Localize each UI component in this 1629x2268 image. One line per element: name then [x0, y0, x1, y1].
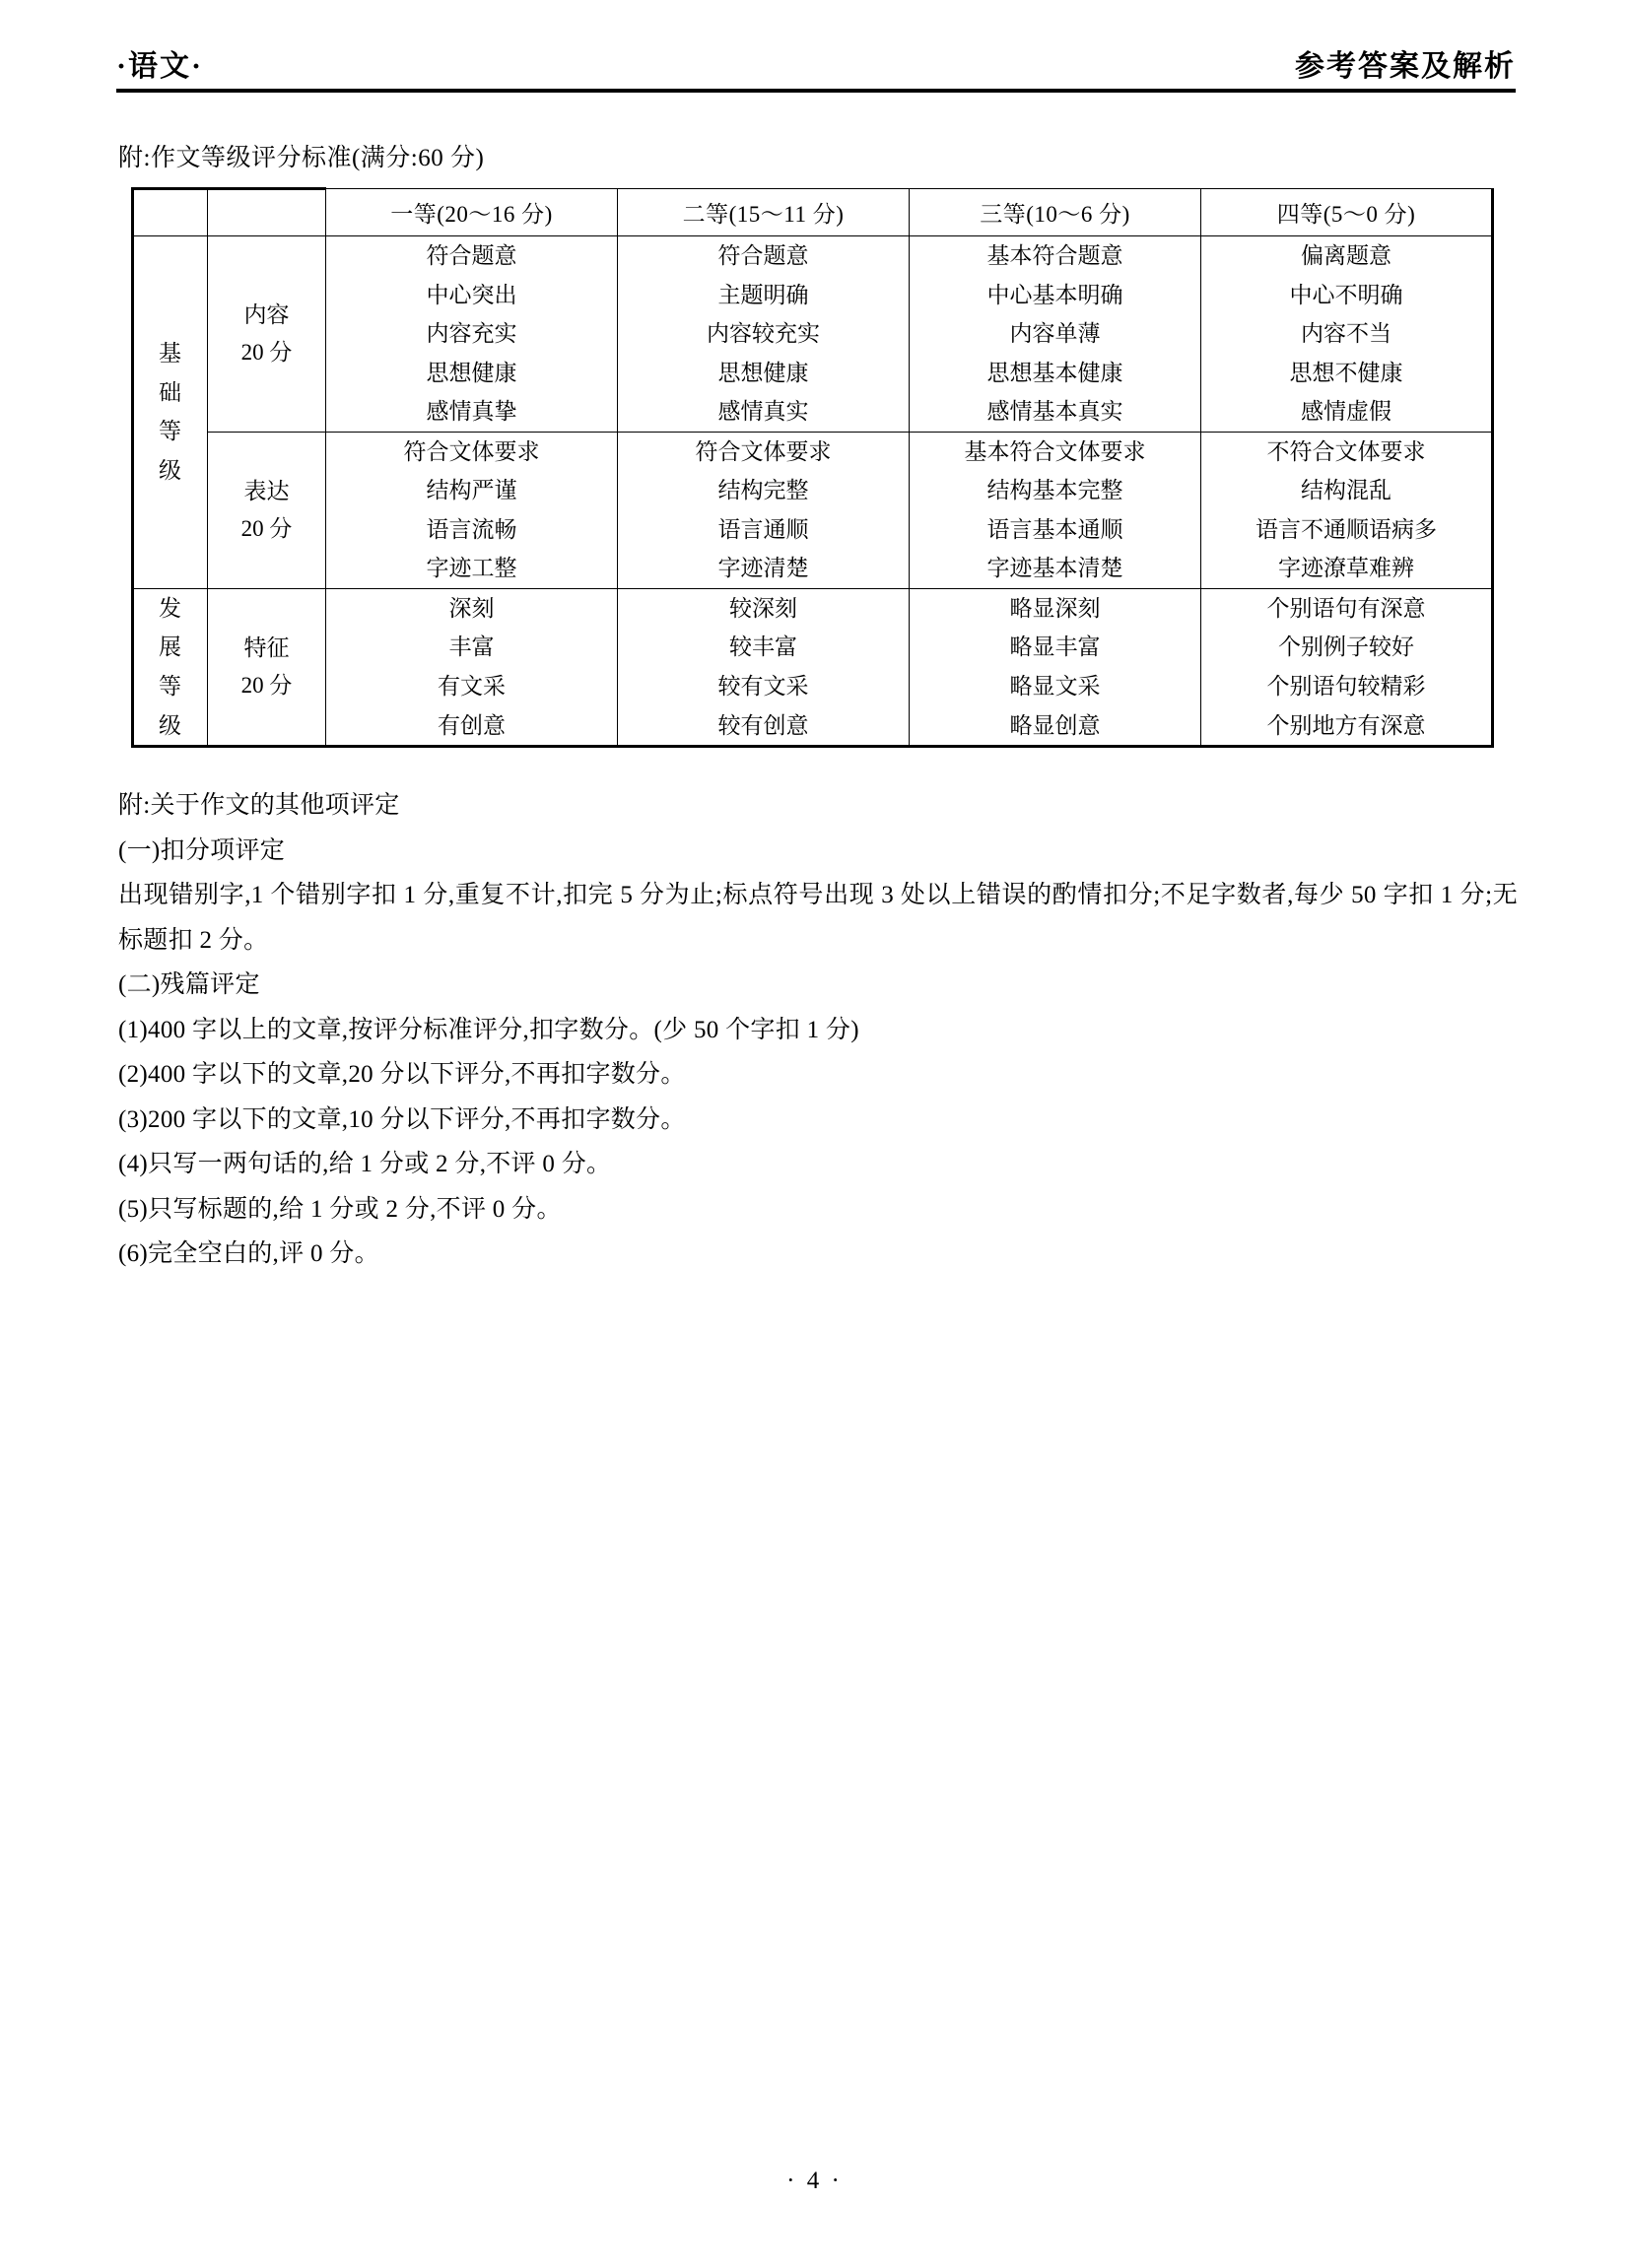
criterion-item: 有创意	[438, 712, 506, 738]
criteria-feature-grade-1	[326, 588, 618, 746]
criterion-item: 基本符合题意	[986, 243, 1123, 268]
criterion-item: 字迹基本清楚	[986, 556, 1123, 581]
criteria-feature-grade-2	[618, 588, 910, 746]
column-header-grade-2: 二等(15～11 分)	[618, 189, 910, 236]
column-header-grade-3: 三等(10～6 分)	[910, 189, 1201, 236]
criteria-expression-grade-3	[910, 432, 1201, 588]
aspect-points-content: 20 分	[240, 339, 293, 365]
criterion-item: 结构基本完整	[986, 478, 1123, 503]
notes-block	[118, 783, 1518, 1277]
criterion-item: 略显创意	[1009, 712, 1101, 738]
criterion-item: 丰富	[448, 634, 495, 660]
notes-section-two-title: (二)残篇评定	[118, 971, 260, 998]
criterion-item: 字迹清楚	[717, 556, 809, 581]
level-label-development-char-2: 展	[159, 634, 182, 660]
criterion-item: 语言通顺	[717, 516, 809, 542]
aspect-points-expression: 20 分	[240, 515, 293, 541]
notes-item-1: (1)400 字以上的文章,按评分标准评分,扣字数分。(少 50 个字扣 1 分)	[118, 1016, 859, 1043]
criterion-item: 偏离题意	[1301, 243, 1391, 268]
level-label-basic-char-3: 等	[159, 419, 182, 444]
header-subject-label: ·语文·	[116, 50, 204, 83]
criterion-item: 内容较充实	[707, 321, 820, 347]
criterion-item: 感情真实	[717, 399, 809, 425]
criterion-item: 中心不明确	[1289, 282, 1403, 307]
criterion-item: 思想基本健康	[986, 360, 1123, 385]
criterion-item: 个别语句较精彩	[1266, 674, 1426, 700]
level-label-basic-char-1: 基	[159, 341, 182, 367]
level-label-basic-char-2: 础	[159, 379, 182, 405]
aspect-points-feature: 20 分	[240, 673, 293, 699]
aspect-label-expression	[208, 432, 326, 588]
level-label-development-char-4: 级	[159, 712, 182, 738]
criterion-item: 较深刻	[729, 595, 797, 621]
criterion-item: 思想不健康	[1289, 360, 1403, 385]
criterion-item: 感情基本真实	[986, 399, 1123, 425]
criterion-item: 思想健康	[717, 360, 809, 385]
aspect-label-content	[208, 236, 326, 433]
criterion-item: 语言流畅	[426, 516, 517, 542]
column-header-grade-1: 一等(20～16 分)	[326, 189, 618, 236]
criterion-item: 有文采	[438, 674, 506, 700]
criterion-item: 字迹潦草难辨	[1278, 556, 1414, 581]
page-footer	[0, 2168, 1629, 2195]
criterion-item: 不符合文体要求	[1266, 438, 1426, 464]
notes-item-6: (6)完全空白的,评 0 分。	[118, 1240, 379, 1267]
criterion-item: 结构完整	[717, 478, 809, 503]
criteria-expression-grade-4	[1201, 432, 1493, 588]
table-row-feature	[133, 588, 1493, 746]
criteria-content-grade-2	[618, 236, 910, 433]
essay-grading-table	[131, 187, 1494, 748]
criterion-item: 感情虚假	[1301, 399, 1391, 425]
header-divider-rule	[116, 89, 1516, 93]
table-header-row	[133, 189, 1493, 236]
criterion-item: 基本符合文体要求	[964, 438, 1146, 464]
notes-item-2: (2)400 字以下的文章,20 分以下评分,不再扣字数分。	[118, 1061, 686, 1088]
notes-section-one-title: (一)扣分项评定	[118, 836, 286, 864]
criterion-item: 内容不当	[1301, 321, 1391, 347]
criterion-item: 主题明确	[717, 282, 809, 307]
criterion-item: 符合文体要求	[695, 438, 832, 464]
criteria-feature-grade-3	[910, 588, 1201, 746]
criterion-item: 感情真挚	[426, 399, 517, 425]
aspect-name-feature: 特征	[243, 635, 290, 661]
criterion-item: 内容单薄	[1009, 321, 1101, 347]
criterion-item: 较有创意	[717, 712, 809, 738]
aspect-name-expression: 表达	[243, 478, 290, 503]
aspect-name-content: 内容	[243, 301, 290, 327]
criterion-item: 中心突出	[426, 282, 517, 307]
level-label-development	[133, 588, 208, 746]
column-header-grade-4: 四等(5～0 分)	[1201, 189, 1493, 236]
page-number: · 4 ·	[786, 2168, 843, 2194]
criteria-feature-grade-4	[1201, 588, 1493, 746]
running-header	[116, 41, 1516, 85]
criteria-expression-grade-1	[326, 432, 618, 588]
aspect-label-feature	[208, 588, 326, 746]
grading-table-container	[131, 187, 1492, 748]
criterion-item: 略显深刻	[1009, 595, 1101, 621]
criterion-item: 结构混乱	[1301, 478, 1391, 503]
criterion-item: 较丰富	[729, 634, 797, 660]
level-label-basic-char-4: 级	[159, 458, 182, 483]
criterion-item: 个别语句有深意	[1266, 595, 1426, 621]
criteria-content-grade-1	[326, 236, 618, 433]
criterion-item: 语言基本通顺	[986, 516, 1123, 542]
level-label-development-char-1: 发	[159, 595, 182, 621]
header-section-label: 参考答案及解析	[1295, 50, 1516, 83]
notes-item-5: (5)只写标题的,给 1 分或 2 分,不评 0 分。	[118, 1195, 562, 1223]
criterion-item: 思想健康	[426, 360, 517, 385]
notes-title: 附:关于作文的其他项评定	[118, 792, 400, 819]
level-label-basic	[133, 236, 208, 589]
criteria-expression-grade-2	[618, 432, 910, 588]
criterion-item: 个别例子较好	[1278, 634, 1414, 660]
notes-item-4: (4)只写一两句话的,给 1 分或 2 分,不评 0 分。	[118, 1151, 612, 1177]
criterion-item: 个别地方有深意	[1266, 712, 1426, 738]
header-corner-aspect	[208, 189, 326, 236]
criteria-content-grade-3	[910, 236, 1201, 433]
table-caption: 附:作文等级评分标准(满分:60 分)	[118, 145, 485, 171]
criteria-content-grade-4	[1201, 236, 1493, 433]
notes-item-3: (3)200 字以下的文章,10 分以下评分,不再扣字数分。	[118, 1105, 686, 1133]
table-row-content	[133, 236, 1493, 433]
level-label-development-char-3: 等	[159, 674, 182, 700]
header-corner-level	[133, 189, 208, 236]
notes-section-one-text: 出现错别字,1 个错别字扣 1 分,重复不计,扣完 5 分为止;标点符号出现 3 处以上错误的酌情扣分;不足字数者,每少 50 字扣 1 分;无标题扣 2 分。	[118, 882, 1518, 954]
criterion-item: 字迹工整	[426, 556, 517, 581]
criterion-item: 深刻	[448, 595, 495, 621]
criterion-item: 符合题意	[426, 243, 517, 268]
table-row-expression	[133, 432, 1493, 588]
criterion-item: 略显文采	[1009, 674, 1101, 700]
criterion-item: 结构严谨	[426, 478, 517, 503]
criterion-item: 语言不通顺语病多	[1256, 516, 1437, 542]
criterion-item: 较有文采	[717, 674, 809, 700]
criterion-item: 符合题意	[717, 243, 809, 268]
criterion-item: 内容充实	[426, 321, 517, 347]
criterion-item: 符合文体要求	[403, 438, 540, 464]
criterion-item: 略显丰富	[1009, 634, 1101, 660]
criterion-item: 中心基本明确	[986, 282, 1123, 307]
